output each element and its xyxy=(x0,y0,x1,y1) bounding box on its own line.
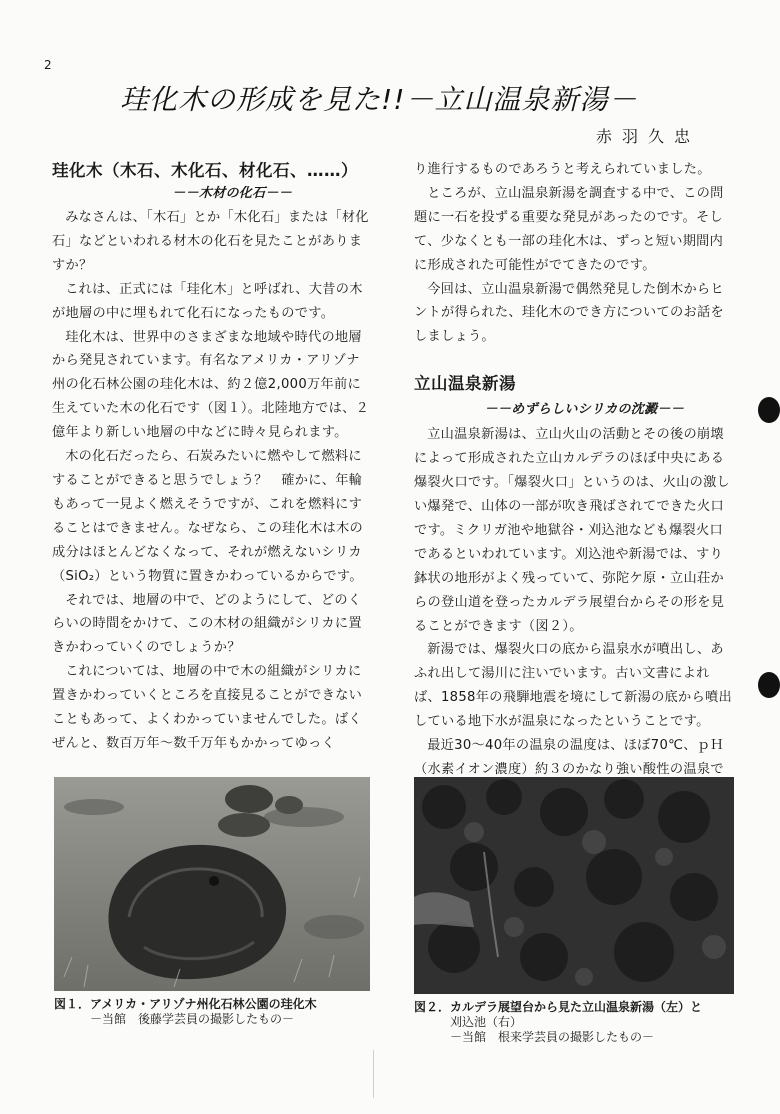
paragraph: 最近30～40年の温泉の温度は、ほぼ70℃、ｐＨ（水素イオン濃度）約３のかなり強い酸性の温泉で xyxy=(414,738,724,777)
figure2-credit: －当館 根来学芸員の撮影したもの－ xyxy=(450,1030,655,1044)
paragraph: り進行するものであろうと考えられていました。 xyxy=(414,162,711,177)
caldera-forest-photo-image xyxy=(414,777,734,994)
left-column xyxy=(52,158,370,756)
article-title: 珪化木の形成を見た!!－立山温泉新湯－ xyxy=(120,83,638,116)
paragraph: 今回は、立山温泉新湯で偶然発見した倒木からヒントが得られた、珪化木のでき方についてのお話をしましょう。 xyxy=(414,281,724,345)
figure2-caption-title-cont: 刈込池（右） xyxy=(450,1015,523,1029)
right-column xyxy=(414,158,732,806)
section-heading-keikaboku: 珪化木（木石、木化石、材化石、……） xyxy=(52,161,358,180)
paragraph: これについては、地層の中で木の組織がシリカに置きかわっていくところを直接見ることができないこともあって、よくわかっていませんでした。ばくぜんと、数百万年～数千万年もかかってゆっく xyxy=(52,664,363,751)
paragraph: それでは、地層の中で、どのようにして、どのくらいの時間をかけて、この木材の組織がシリカに置きかわっていくのでしょうか？ xyxy=(52,592,362,656)
section-subheading-silica: －－めずらしいシリカの沈澱－－ xyxy=(484,402,684,418)
margin-ink-blot xyxy=(758,397,780,423)
paragraph: 新湯では、爆裂火口の底から温泉水が噴出し、あふれ出して湯川に注いでいます。古い文書によれば、1858年の飛騨地震を境にして新湯の底から噴出している地下水が温泉になったということです。 xyxy=(414,642,732,730)
figure2-caption xyxy=(414,1000,744,1045)
margin-ink-blot xyxy=(758,672,780,698)
paragraph: 立山温泉新湯は、立山火山の活動とその後の崩壊によって形成された立山カルデラのほぼ中央にある爆裂火口です。「爆裂火口」というのは、火山の激しい爆発で、山体の一部が吹き飛ばされてできた火口です。ミクリガ池や地獄谷・刈込池なども爆裂火口であるといわれています。刈込池や新湯では、すり鉢状の地形がよく残っていて、弥陀ケ原・立山荘からの登山道を登ったカルデラ展望台からその形を見ることができます（図２）。 xyxy=(414,427,731,634)
section-heading-shinyu: 立山温泉新湯 xyxy=(414,374,516,394)
page-number: 2 xyxy=(44,58,52,72)
paragraph: 木の化石だったら、石炭みたいに燃やして燃料にすることができると思うでしょう？ 確かに、年輪もあって一見よく燃えそうですが、これを燃料にすることはできません。なぜなら、この珪化木は木の成分はほとんどなくなって、それが燃えないシリカ（SiO₂）という物質に置きかわっているからです。 xyxy=(52,449,364,584)
author-name: 赤羽久忠 xyxy=(596,127,701,146)
figure2-caption-title: 図２．カルデラ展望台から見た立山温泉新湯（左）と xyxy=(414,1000,703,1014)
petrified-wood-photo-image xyxy=(54,777,370,991)
figure1-credit: －当館 後藤学芸員の撮影したもの－ xyxy=(90,1012,295,1026)
paragraph: ところが、立山温泉新湯を調査する中で、この問題に一石を投ずる重要な発見があったのです。そして、少なくとも一部の珪化木は、ずっと短い期間内に形成された可能性がでてきたのです。 xyxy=(414,185,724,273)
fold-line xyxy=(373,1050,374,1098)
figure2-photo-caldera xyxy=(414,777,734,994)
paragraph: これは、正式には「珪化木」と呼ばれ、大昔の木が地層の中に埋もれて化石になったものです。 xyxy=(52,281,363,321)
paragraph: 珪化木は、世界中のさまざまな地域や時代の地層から発見されています。有名なアメリカ・アリゾナ州の化石林公園の珪化木は、約２億2,000万年前に生えていた木の化石です（図１）。北陸地方では、２億年より新しい地層の中などに時々見られます。 xyxy=(52,329,370,441)
figure1-caption xyxy=(54,997,374,1027)
section-subheading-wood-fossil: －－木材の化石－－ xyxy=(172,186,292,201)
figure1-caption-title: 図１．アメリカ・アリゾナ州化石林公園の珪化木 xyxy=(54,997,317,1011)
paragraph: みなさんは、「木石」とか「木化石」または「材化石」などといわれる材木の化石を見たことがありますか？ xyxy=(52,210,369,273)
figure1-photo-petrified-log xyxy=(54,777,370,991)
